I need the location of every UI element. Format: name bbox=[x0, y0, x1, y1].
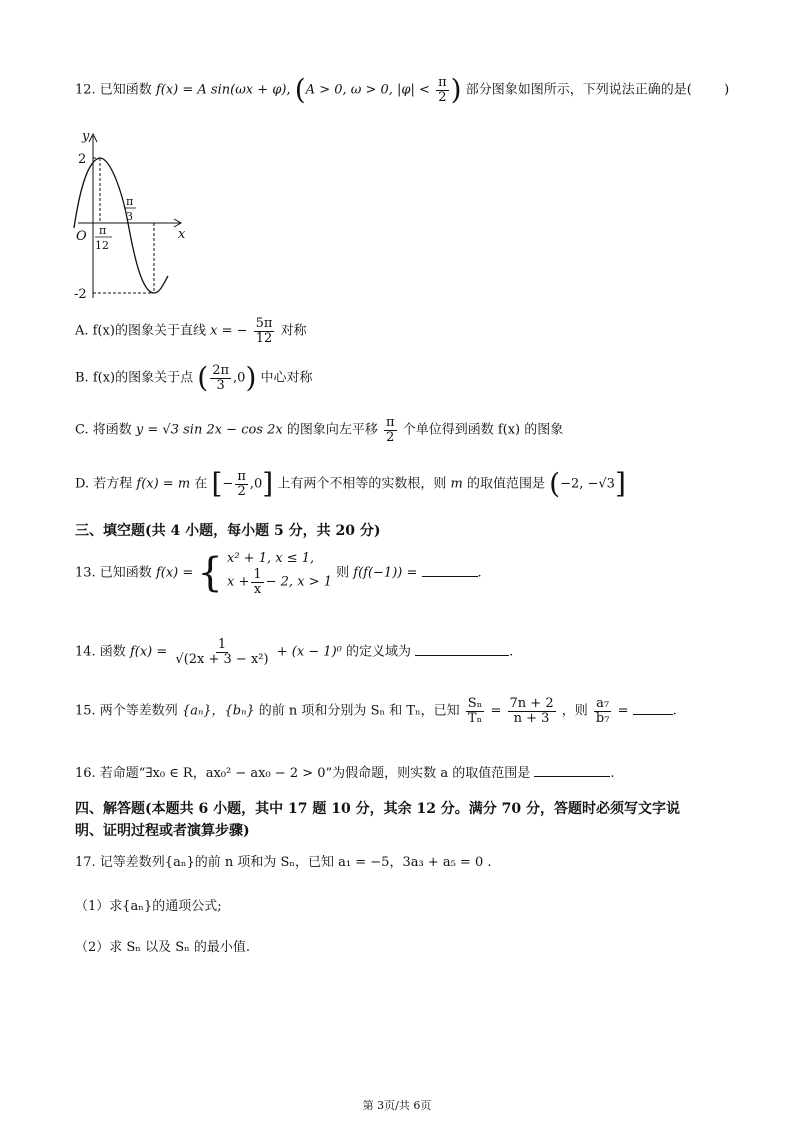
q12-option-b: B. f(x)的图象关于点 ( $\frac{2\pi}{3}$ ,0) 中心对称 bbox=[75, 361, 313, 395]
q17-part1: （1）求{aₙ}的通项公式; bbox=[75, 899, 222, 914]
option-d-frac: $\frac{\pi}{2}$ bbox=[237, 469, 246, 499]
origin-label: O bbox=[76, 229, 87, 244]
q12-graph bbox=[68, 128, 198, 303]
x-axis-label: x bbox=[178, 227, 186, 242]
q12-paren-close: ) bbox=[450, 73, 462, 107]
q12-formula: f(x) = A sin(ωx + φ) bbox=[155, 82, 287, 98]
q12-stem-b: 部分图象如图所示，下列说法正确的是( bbox=[465, 82, 692, 98]
q12-option-c: C. 将函数 y = √3 sin 2x − cos 2x 的图象向左平移 $\frac{\pi}{2}$ 个单位得到函数 f(x) 的图象 bbox=[75, 415, 564, 445]
q17-part2: （2）求 Sₙ 以及 Sₙ 的最小值. bbox=[75, 940, 250, 955]
q12-option-a: A. f(x)的图象关于直线 x = − $\frac{5\pi}{12}$ 对称 bbox=[75, 316, 307, 346]
q13-cases bbox=[227, 550, 332, 596]
option-a-frac: $\frac{5\pi}{12}$ bbox=[255, 316, 273, 346]
tick2-num: π bbox=[126, 195, 134, 208]
q13-case1: x² + 1, x ≤ 1, bbox=[227, 551, 315, 566]
q12-cond-frac: $\frac{\pi}{2}$ bbox=[438, 75, 447, 105]
q13-blank[interactable] bbox=[422, 564, 478, 577]
q15: 15. 两个等差数列 {aₙ}，{bₙ} 的前 n 项和分别为 Sₙ 和 Tₙ，已知 $\frac{\text{Sₙ}}{\text{Tₙ}}$ = $\frac{7n + 2}{n + 3}$ ，则 $\frac{\text{a₇}}{\text{b₇}}$ = . bbox=[75, 696, 677, 726]
page-footer: 第 3页/共 6页 bbox=[362, 1099, 432, 1112]
option-c-frac: $\frac{\pi}{2}$ bbox=[386, 415, 395, 445]
q13-case2: x + $\frac{1}{x}$ − 2, x > 1 bbox=[227, 567, 332, 597]
q12-paren-open: ( bbox=[294, 73, 306, 107]
q15-blank[interactable] bbox=[633, 702, 673, 715]
tick1-den: 12 bbox=[95, 239, 109, 252]
tick1-num: π bbox=[99, 224, 107, 237]
q12-condition: A > 0, ω > 0, |φ| < bbox=[305, 82, 430, 98]
q17-stem: 17. 记等差数列{aₙ}的前 n 项和为 Sₙ，已知 a₁ = −5，3a₃ + a₅ = 0 . bbox=[75, 855, 492, 870]
section3-heading: 三、填空题(共 4 小题，每小题 5 分，共 20 分) bbox=[75, 523, 381, 539]
option-a-pre: f(x)的图象关于直线 bbox=[92, 323, 206, 339]
q16: 16. 若命题“∃x₀ ∈ R，ax₀² − ax₀ − 2 > 0”为假命题，则实数 a 的取值范围是 . bbox=[75, 766, 615, 781]
q12-option-d: D. 若方程 f(x) = m 在 [− $\frac{\pi}{2}$ ,0] 上有两个不相等的实数根，则 m 的取值范围是 (−2, −√3] bbox=[75, 467, 626, 501]
y-axis-label: y bbox=[82, 129, 90, 144]
q13: 13. 已知函数 f(x) = { x² + 1, x ≤ 1, x + $\frac{1}{x}$ − 2, x > 1 则 f(f(−1)) = . bbox=[75, 550, 482, 597]
q12-stem: 12. 已知函数 f(x) = A sin(ωx + φ), (A > 0, ω > 0, |φ| < $\frac{\pi}{2}$ ) 部分图象如图所示，下列说法正确的是( ) bbox=[75, 73, 730, 107]
q14: 14. 函数 f(x) = $\frac{1}{\text{√(2x + 3 − x²)}}$ + (x − 1)⁰ 的定义域为 . bbox=[75, 637, 514, 667]
option-b-frac: $\frac{2\pi}{3}$ bbox=[212, 363, 230, 393]
q12-stem-a: 12. 已知函数 bbox=[75, 82, 152, 98]
q14-blank[interactable] bbox=[415, 643, 509, 656]
q13-brace: { bbox=[197, 550, 223, 597]
max-label: 2 bbox=[78, 152, 87, 167]
q14-frac: $\frac{1}{\text{√(2x + 3 − x²)}}$ bbox=[175, 637, 269, 667]
section4-heading-line2: 明、证明过程或者演算步骤) bbox=[75, 823, 250, 839]
min-label: -2 bbox=[74, 287, 87, 302]
tick2-den: 3 bbox=[126, 210, 133, 223]
q12-stem-close: ) bbox=[724, 82, 730, 98]
section4-heading-line1: 四、解答题(本题共 6 小题，其中 17 题 10 分，其余 12 分。满分 70 分，答题时必须写文字说 bbox=[75, 801, 681, 817]
q16-blank[interactable] bbox=[534, 764, 610, 777]
